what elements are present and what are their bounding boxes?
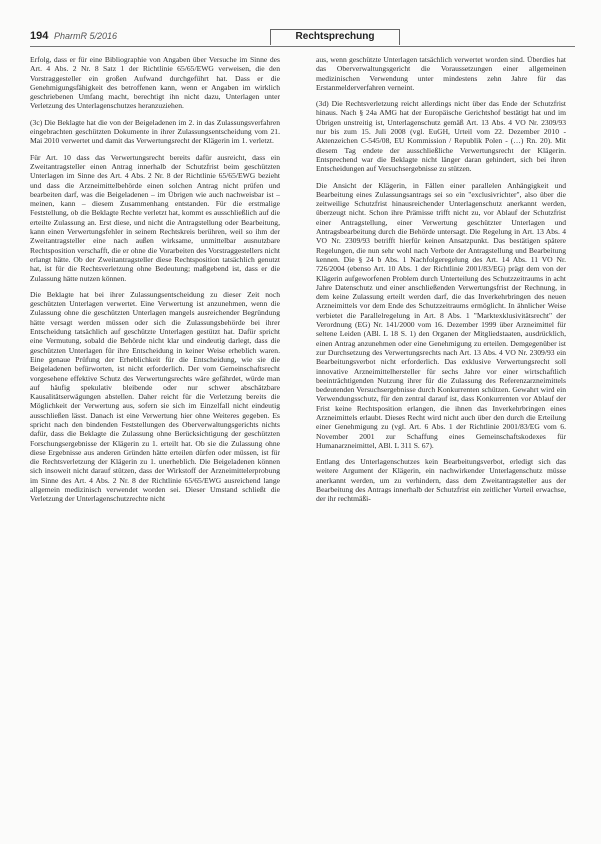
journal-reference: PharmR 5/2016 xyxy=(54,31,118,41)
page-number: 194 xyxy=(30,30,49,42)
left-column xyxy=(30,55,280,835)
right-column xyxy=(316,55,566,835)
paragraph: (3d) Die Rechtsverletzung reicht allerdings nicht über das Ende der Schutzfrist hinaus. Nach § 24a AMG hat der Europäische Gerichtshof bestätigt hat und im Übrigen unstreitig ist, Unterlagenschutz gemäß Art. 13 Abs. 4 VO Nr. 2309/93 nur bis zum 15. Juli 2008 (vgl. EuGH, Urteil vom 22. Dezember 2010 - Aktenzeichen C-545/08, EU Kommission / Republik Polen - (…) Rn. 20). Mit diesem Tag endete der ausschließliche Verwertungsrecht der Klägerin. Entsprechend war die Beklagte nicht länger daran gehindert, sich bei ihren Entscheidungen auf Versuchsergebnisse zu stützen. xyxy=(316,99,566,174)
paragraph: aus, wenn geschützte Unterlagen tatsächlich verwertet worden sind. Überdies hat das Oberverwaltungsgericht die Voraussetzungen einer allgemeinen medizinischen Verwendung unter mindestens zehn Jahre für das Erstanmelderverfahren verneint. xyxy=(316,55,566,92)
paragraph: Die Ansicht der Klägerin, in Fällen einer parallelen Anhängigkeit und Bearbeitung eines Zulassungsantrags sei so ein "exclusivrichter", also über die zeitweilige Schutzfrist hinausreichender Unterlagenschutz anerkannt werden, überzeugt nicht. Schon ihre Prämisse trifft nicht zu, vor Ablauf der Schutzfrist einer Antragstellung, einer Verwertung geschützter Unterlagen und Antragsbearbeitung durch die Behörde untersagt. Die Regelung in Art. 13 Abs. 4 VO Nr. 2309/93 betrifft hierfür keinen Ansatzpunkt. Das bestätigen spätere Regelungen, die nun sehr wohl nach Verbote der Antragstellung und Bearbeitung kennen. Die § 24 b Abs. 1 Nachfolgeregelung des Art. 14 Abs. 11 VO Nr. 726/2004 (ebenso Art. 10 Abs. 1 der Richtlinie 2001/83/EG) prägt dem von der Klägerin aufgeworfenen Problem durch Unterteilung des Schutzzeitraums in acht Jahre Datenschutz und einer anschließenden Verwertungsfrist der Rechnung, in dem keine Zulassung erteilt werden darf, die das Inverkehrbringen des neuen Arzneimittels vor dem Ende des Schutzzeitraums ermöglicht. In ähnlicher Weise verbietet die Parallelregelung in Art. 8 Abs. 1 "Marktexklusivitätsrecht" der Verordnung (EG) Nr. 141/2000 vom 16. Dezember 1999 über Arzneimittel für seltene Leiden (ABl. L 18 S. 1) den Organen der Mitgliedstaaten, ausdrücklich, einen Antrag anzunehmen oder eine Genehmigung zu erteilen. Demgegenüber ist zur Durchsetzung des Verwertungsrechts nach Art. 13 Abs. 4 VO Nr. 2309/93 ein Bearbeitungsverbot nicht erforderlich. Das exklusive Verwertungsrecht soll innovative Arzneimittelhersteller für sechs Jahre vor einer wirtschaftlich beeinträchtigenden Nutzung ihrer für die Zulassung des Referenzarzneimittels bedeutenden Versuchsergebnisse durch Konkurrenten schützen. Gewahrt wird ein Verwendungsschutz, für den zentral darauf ist, dass Konkurrenten vor Ablauf der Frist keine Rechtsposition erlangen, die ihnen das Inverkehrbringen eines Arzneimittels erlaubt. Dieses Recht wird nicht auch über den durch die Erteilung einer Genehmigung zu (vgl. Art. 6 Abs. 1 der Richtlinie 2001/83/EG vom 6. November 2001 zur Schaffung eines Gemeinschaftskodexes für Humanarzneimittel, ABl. L 311 S. 67). xyxy=(316,180,566,450)
paragraph: (3c) Die Beklagte hat die von der Beigeladenen im 2. in das Zulassungsverfahren eingebrachten geschützten Dokumente in ihrer Zulassungsentscheidung vom 21. Mai 2010 verwertet und damit das Verwertungsrecht der Klägerin im 1. verletzt. xyxy=(30,117,280,146)
paragraph: Für Art. 10 dass das Verwertungsrecht bereits dafür ausreicht, dass ein Zweitantragsteller einen Antrag innerhalb der Schutzfrist beim geschützten Unterlagen im Sinne des Art. 4 Abs. 2 Nr. 8 der Richtlinie 65/65/EWG bezieht und dass die Arzneimittelbehörde einen solchen Antrag nicht prüfen und bearbeiten darf, was die Beigeladenen – im Übrigen wie auch nachweisbar ist – meinen, kann – diesem Zusammenhang entstanden. Für die erstmalige Feststellung, ob die Beklagte Rechte verletzt hat, kommt es ausschließlich auf die erteilte Zulassung an. Erst diese, und nicht die Antragstellung oder Bearbeitung, kann einen Verwertungsfehler in seinem Rechtskreis berühren, weil so ihm der Zweitantragsteller eine nach außen wirksame, unmittelbar ausnutzbare Rechtsposition verschafft, die er ohne die Vorarbeiten des Vorstraggestellers nicht erlangt hätte. Ob der Zweitantragsteller diese Rechtsposition tatsächlich genutzt hat, ist für die Rechtsverletzung ohne Bedeutung; maßgebend ist, dass er die Zulassung hätte nutzen können. xyxy=(30,152,280,283)
page-header xyxy=(30,28,575,48)
section-title: Rechtsprechung xyxy=(270,29,400,45)
header-rule xyxy=(30,46,575,47)
paragraph: Die Beklagte hat bei ihrer Zulassungsentscheidung zu dieser Zeit noch geschützten Unterlagen verwertet. Eine Verwertung ist anzunehmen, wenn die Zulassung ohne die geschützten Unterlagen mangels ausreichender Begründung hätte versagt werden müssen oder sich die Zulassungsbehörde bei ihrer Entscheidung tatsächlich auf geschützte Unterlagen gestützt hat. Dafür spricht eine Vermutung, sobald die Behörde nicht klar und eindeutig darlegt, dass die geschützten Unterlagen für ihre Entscheidung in keiner Weise erheblich waren. Eine genaue Prüfung der Erheblichkeit für die Entscheidung, wie sie die Beigeladenen befürworten, ist nicht erforderlich. Der vom Gemeinschaftsrecht vorgesehene effektive Schutz des Verwertungsrechts wäre gefährdet, würde man auf häufig spekulativ bleibende oder nur schwer abschätzbare Kausalitätserwägungen abstellen. Daher reicht für die Verletzung bereits die Möglichkeit der Verwertung aus, sofern sie sich im Einzelfall nicht eindeutig ausschließen lässt. Danach ist eine Verwertung hier ohne Weiteres gegeben. Es spricht nach den bindenden Feststellungen des Oberverwaltungsgerichts nichts dafür, dass die Beklagte die Zulassung ohne Berücksichtigung der geschützten Forschungsergebnisse der Klägerin zu 1. erteilt hat. Ob sie die Zulassung ohne diese Ergebnisse aus anderen Gründen hätte erteilen dürfen oder müssen, ist für die Rechtsverletzung der Klägerin zu 1. unerheblich. Die Beigeladenen können sich insoweit nicht darauf stützen, dass der Wirkstoff der Arzneimittelerprobung im Sinne des Art. 4 Abs. 2 Nr. 8 der Richtlinie 65/65/EWG ausreichend lange allgemein medizinisch verwendet worden sei. Dieser Umstand schließt die Verletzung der Unterlagenschutzrechte nicht xyxy=(30,289,280,504)
paragraph: Entlang des Unterlagenschutzes kein Bearbeitungsverbot, erledigt sich das weitere Argument der Klägerin, ein nachwirkender Unterlagenschutz müsse anerkannt werden, um zu verhindern, dass dem Zweitantragsteller aus der Bearbeitung des Antrags innerhalb der Schutzfrist ein zeitlicher Vorteil erwachse, der ihr rechtmäßi- xyxy=(316,457,566,504)
paragraph: Erfolg, dass er für eine Bibliographie von Angaben über Versuche im Sinne des Art. 4 Abs. 2 Nr. 8 Satz 1 der Richtlinie 65/65/EWG verweisen, die den Vorstraggesteller ein großen Aufwand durchgeführt hat. Dass er die Genehmigungsfähigkeit des betroffenen kann, wenn er Angaben im wirklich geschriebenen Umfang macht, berechtigt ihn nicht dazu, Unterlagen unter Verletzung des Unterlagenschutzes heranzuziehen. xyxy=(30,55,280,111)
